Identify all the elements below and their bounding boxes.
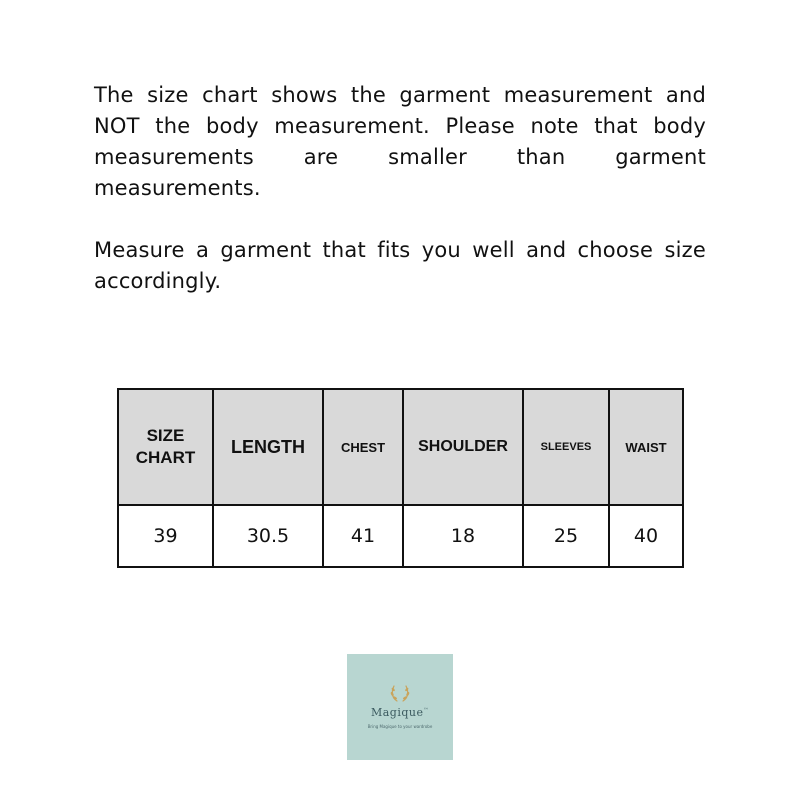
size-chart-header-row — [118, 389, 683, 505]
size-chart-table — [117, 388, 684, 568]
cell-waist: 40 — [609, 505, 683, 567]
brand-tagline: Bring Magique to your wardrobe — [367, 724, 433, 729]
cell-size: 39 — [118, 505, 213, 567]
header-sleeves: SLEEVES — [523, 389, 609, 505]
header-waist: WAIST — [609, 389, 683, 505]
brand-name-text: Magique — [370, 706, 424, 719]
header-shoulder: SHOULDER — [403, 389, 523, 505]
cell-sleeves: 25 — [523, 505, 609, 567]
table-row — [118, 505, 683, 567]
trademark-symbol: ™ — [423, 707, 430, 714]
header-size-chart: SIZE CHART — [118, 389, 213, 505]
header-length: LENGTH — [213, 389, 323, 505]
brand-name — [347, 706, 453, 719]
header-chest: CHEST — [323, 389, 403, 505]
cell-chest: 41 — [323, 505, 403, 567]
measuring-advice: Measure a garment that fits you well and choose size accordingly. — [94, 238, 706, 293]
cell-shoulder: 18 — [403, 505, 523, 567]
laurel-wreath-icon — [388, 683, 412, 703]
garment-measurement-note: The size chart shows the garment measurement and NOT the body measurement. Please note that body measurements are smaller than garment measurements. — [94, 83, 706, 200]
brand-logo — [347, 654, 453, 760]
cell-length: 30.5 — [213, 505, 323, 567]
size-note — [94, 80, 706, 297]
